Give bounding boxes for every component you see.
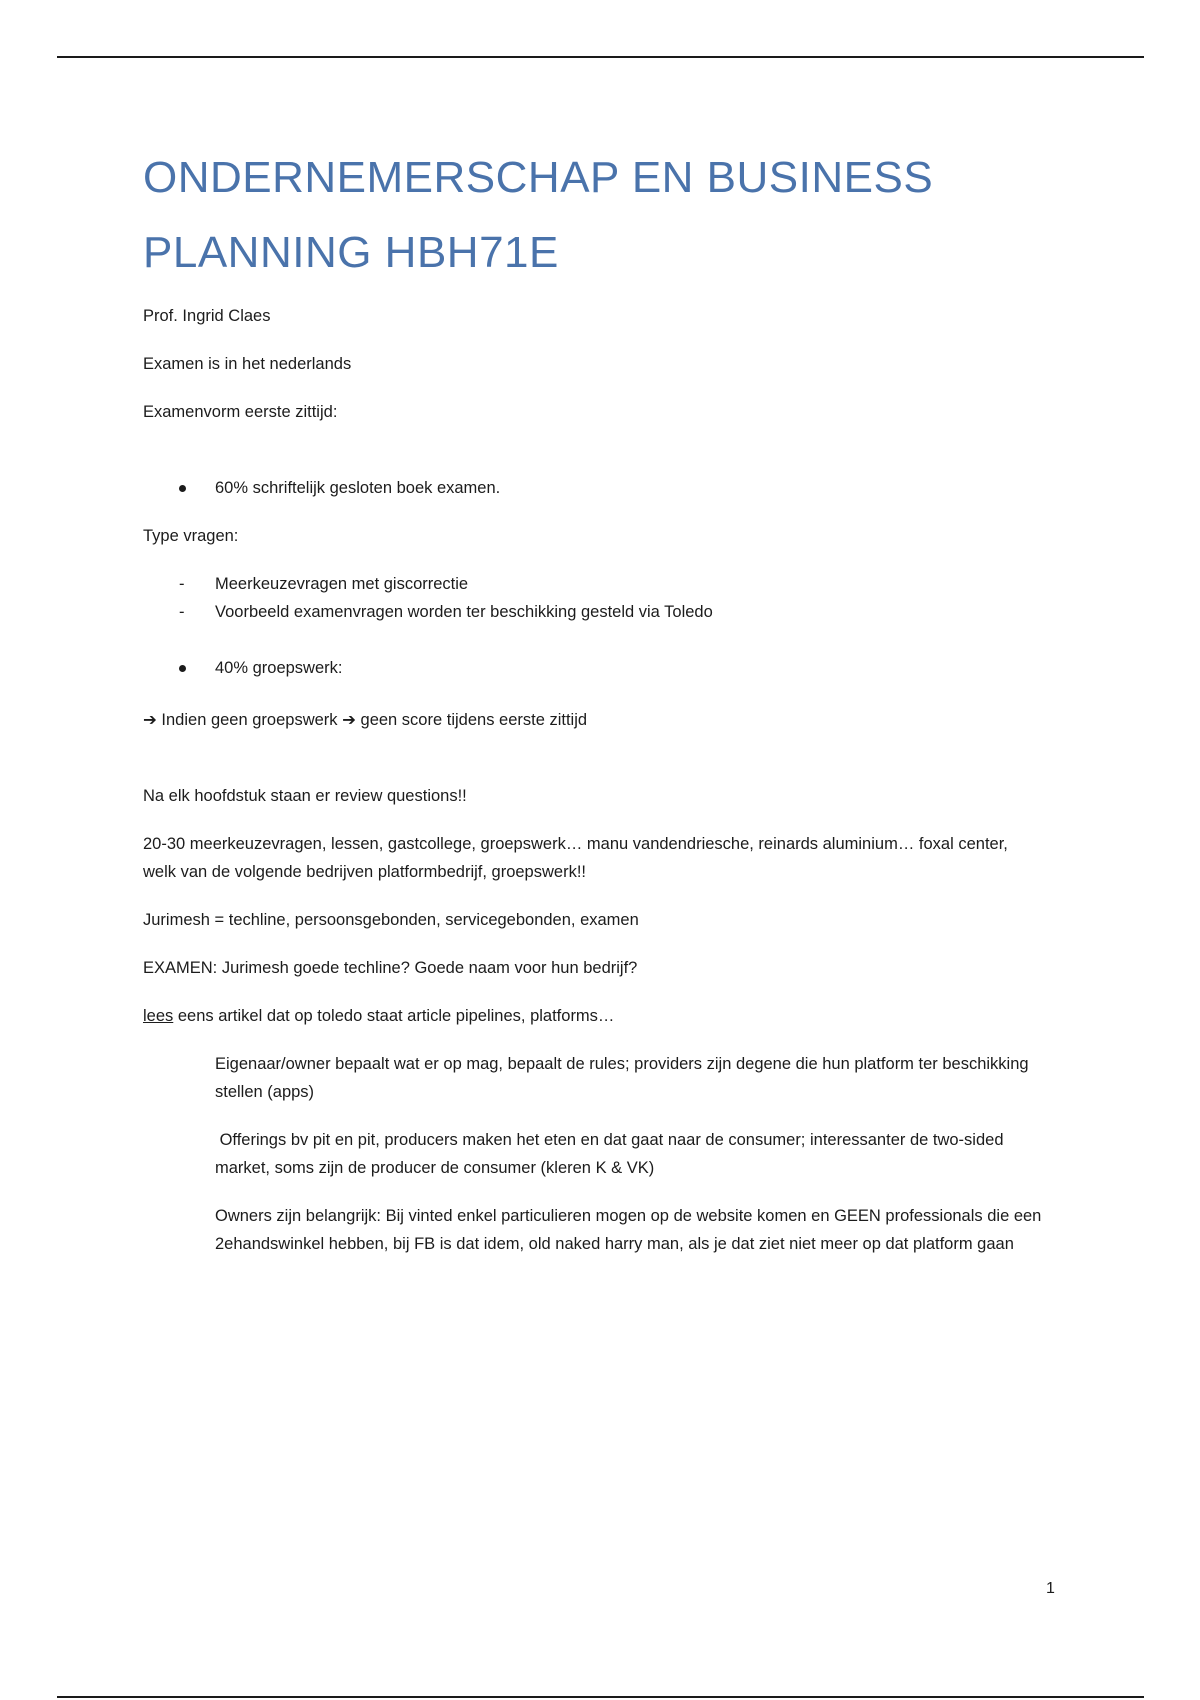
list-item-group-work (143, 654, 1043, 682)
owner-paragraph: Eigenaar/owner bepaalt wat er op mag, bepaalt de rules; providers zijn degene die hun platform ter beschikking stellen (apps) (215, 1055, 1029, 1101)
exam-question-note: EXAMEN: Jurimesh goede techline? Goede naam voor hun bedrijf? (143, 959, 638, 977)
document-title (143, 140, 1043, 290)
question-types-heading: Type vragen: (143, 527, 239, 545)
page-content (143, 140, 1043, 1278)
list-item-question-type-text: Meerkeuzevragen met giscorrectie (215, 575, 469, 593)
list-item-group-work-text: 40% groepswerk: (215, 659, 343, 677)
article-note (143, 1002, 1043, 1030)
bullet-icon (179, 485, 186, 492)
bullet-icon (179, 665, 186, 672)
dash-icon: - (179, 575, 185, 593)
page-number: 1 (1046, 1580, 1055, 1597)
document-title-line-2: PLANNING HBH71E (143, 228, 559, 277)
footer-rule (57, 1696, 1144, 1698)
exam-form-list (143, 474, 1043, 502)
list-item-question-type-text: Voorbeeld examenvragen worden ter beschikking gesteld via Toledo (215, 603, 713, 621)
exam-form-heading: Examenvorm eerste zittijd: (143, 403, 338, 421)
group-work-arrow-note: ➔ Indien geen groepswerk ➔ geen score tijdens eerste zittijd (143, 711, 588, 729)
group-work-list (143, 654, 1043, 682)
article-note-text: eens artikel dat op toledo staat article pipelines, platforms… (173, 1007, 615, 1025)
jurimesh-note: Jurimesh = techline, persoonsgebonden, servicegebonden, examen (143, 911, 639, 929)
exam-language-line: Examen is in het nederlands (143, 355, 352, 373)
document-title-line-1: ONDERNEMERSCHAP EN BUSINESS (143, 153, 934, 202)
list-item-question-type (143, 570, 1043, 598)
question-types-list (143, 570, 1043, 626)
offerings-paragraph: Offerings bv pit en pit, producers maken het eten en dat gaat naar de consumer; interessanter de two-sided market, soms zijn de producer de consumer (kleren K & VK) (215, 1131, 1009, 1177)
professor-line: Prof. Ingrid Claes (143, 307, 271, 325)
review-questions-note: Na elk hoofdstuk staan er review questions!! (143, 787, 467, 805)
dash-icon: - (179, 603, 185, 621)
lees-word: lees (143, 1007, 174, 1025)
topics-note: 20-30 meerkeuzevragen, lessen, gastcollege, groepswerk… manu vandendriesche, reinards aluminium… foxal center, welk van de volgende bedrijven platformbedrijf, groepswerk!! (143, 835, 1008, 881)
owners-paragraph: Owners zijn belangrijk: Bij vinted enkel particulieren mogen op de website komen en GEEN professionals die een 2ehandswinkel hebben, bij FB is dat idem, old naked harry man, als je dat ziet niet meer op dat platform gaan (215, 1207, 1042, 1253)
header-rule (57, 56, 1144, 58)
list-item-written-exam (143, 474, 1043, 502)
list-item-question-type (143, 598, 1043, 626)
list-item-written-exam-text: 60% schriftelijk gesloten boek examen. (215, 479, 501, 497)
